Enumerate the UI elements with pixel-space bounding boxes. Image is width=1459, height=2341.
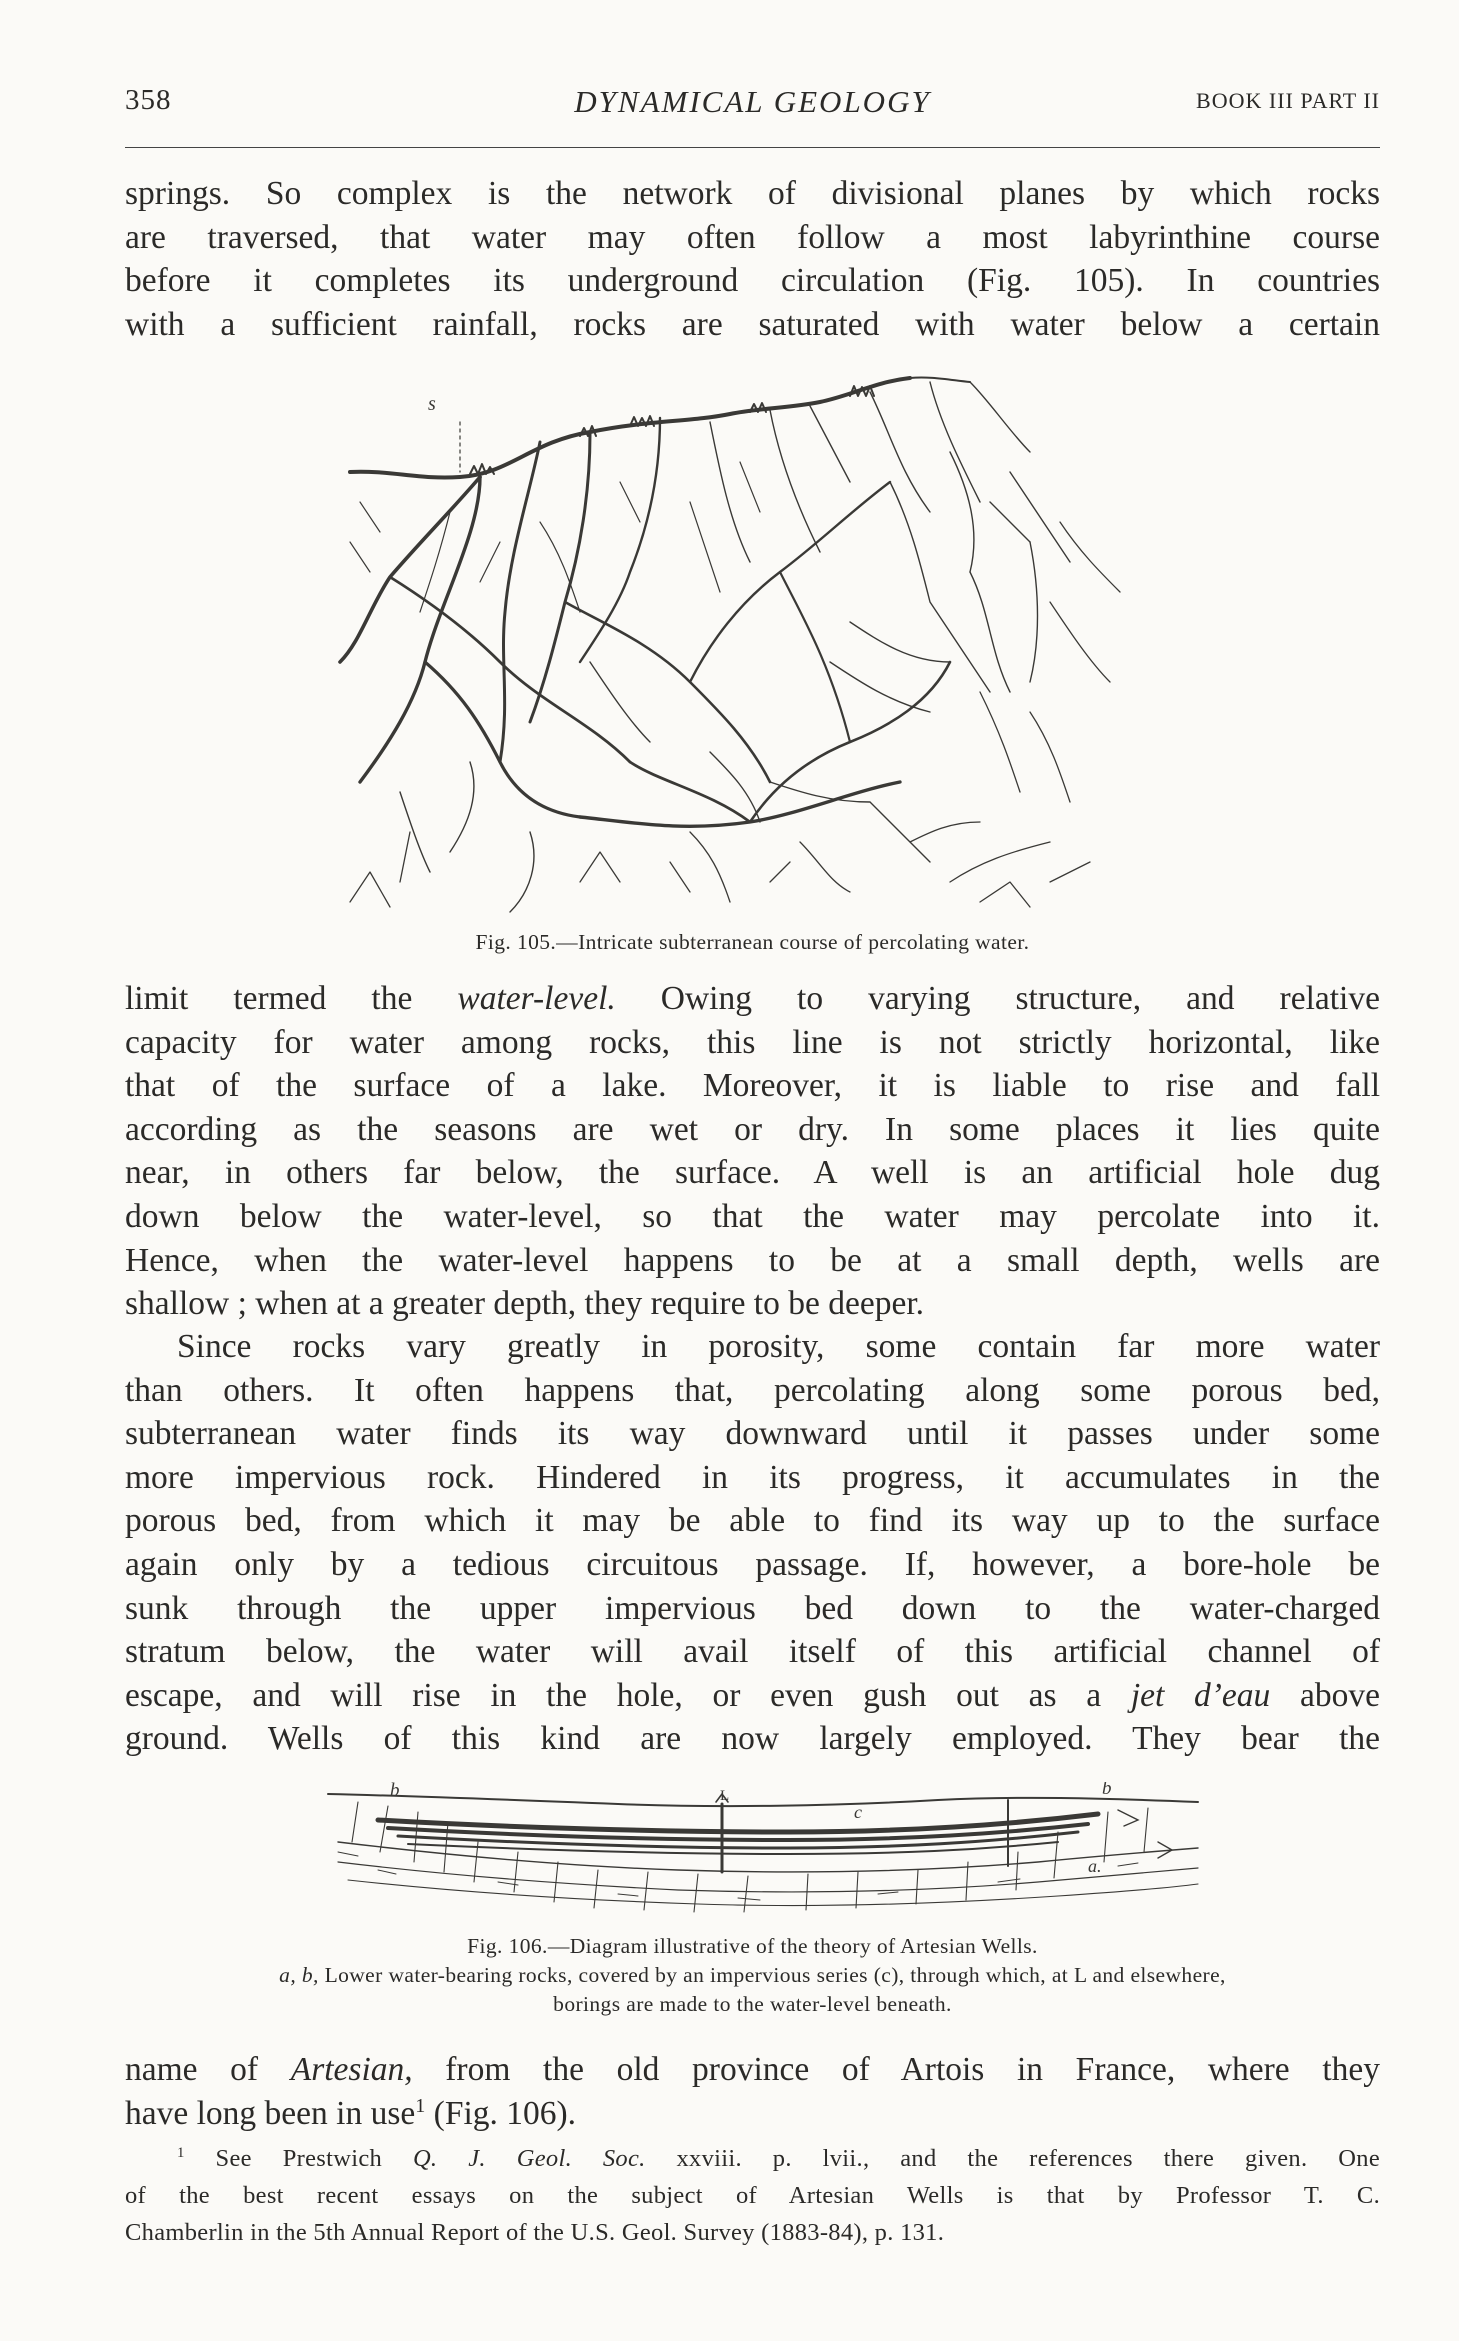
figure-105-percolating-water — [330, 362, 1150, 922]
fig106-label-c: c — [854, 1802, 862, 1822]
fig105-illustration — [330, 362, 1150, 922]
text-line: more impervious rock. Hindered in its progress, it accumulates in the — [125, 1458, 1380, 1496]
book-part-label: BOOK III PART II — [1196, 88, 1380, 113]
figure-106-artesian-wells — [318, 1782, 1208, 1922]
text-line: again only by a tedious circuitous passage. If, however, a bore-hole be — [125, 1545, 1380, 1583]
footnote-line: of the best recent essays on the subject of Artesian Wells is that by Professor T. C. — [125, 2182, 1380, 2209]
text-line: subterranean water finds its way downward until it passes under some — [125, 1415, 1380, 1453]
text-line: than others. It often happens that, percolating along some porous bed, — [125, 1371, 1380, 1409]
text-line: are traversed, that water may often follow a most labyrinthine course — [125, 218, 1380, 256]
footnote-line: $^1$ See Prestwich Q. J. Geol. Soc. xxviii. p. lvii., and the references there given. One — [177, 2144, 1380, 2172]
page-header — [125, 84, 1380, 134]
text-line: limit termed the water-level. Owing to varying structure, and relative — [125, 980, 1380, 1017]
text-line: stratum below, the water will avail itself of this artificial channel of — [125, 1633, 1380, 1671]
text-line: sunk through the upper impervious bed down to the water-charged — [125, 1589, 1380, 1627]
text-line: Since rocks vary greatly in porosity, some contain far more water — [177, 1328, 1380, 1365]
journal-title: Q. J. Geol. Soc. — [412, 2145, 646, 2172]
footnote-reference: 1 — [415, 2094, 426, 2117]
fig106-label-b-left: b — [390, 1782, 400, 1801]
text-line: porous bed, from which it may be able to find its way up to the surface — [125, 1502, 1380, 1540]
header-rule — [125, 147, 1380, 148]
running-title: DYNAMICAL GEOLOGY — [574, 84, 931, 119]
fig106-caption-line3: borings are made to the water-level beneath. — [553, 1992, 952, 2016]
fig106-label-a: a. — [1088, 1856, 1102, 1876]
text-line: shallow ; when at a greater depth, they require to be deeper. — [125, 1285, 925, 1323]
footnote — [125, 2140, 1380, 2251]
text-line: escape, and will rise in the hole, or even gush out as a jet d’eau above — [125, 1676, 1380, 1714]
text-line: name of Artesian, from the old province of Artois in France, where they — [125, 2051, 1380, 2088]
term-water-level: water-level. — [457, 980, 616, 1017]
footnote-marker: 1 — [177, 2144, 185, 2161]
fig106-caption-title: Fig. 106.—Diagram illustrative of the theory of Artesian Wells. — [467, 1934, 1038, 1958]
term-artesian: Artesian, — [290, 2051, 413, 2088]
term-jet-deau: jet d’eau — [1130, 1676, 1271, 1714]
footnote-line: Chamberlin in the 5th Annual Report of the U.S. Geol. Survey (1883-84), p. 131. — [125, 2219, 945, 2246]
text-line: springs. So complex is the network of divisional planes by which rocks — [125, 175, 1380, 212]
text-line: before it completes its underground circulation (Fig. 105). In countries — [125, 262, 1380, 300]
paragraph-springs — [125, 172, 1380, 346]
text-line: have long been in use$^1$ (Fig. 106). — [125, 2094, 577, 2132]
fig106-illustration — [318, 1782, 1208, 1922]
text-line: Hence, when the water-level happens to be at a small depth, wells are — [125, 1241, 1380, 1279]
text-line: ground. Wells of this kind are now largely employed. They bear the — [125, 1720, 1380, 1758]
text-line: down below the water-level, so that the water may percolate into it. — [125, 1197, 1380, 1235]
fig106-label-b-right: b — [1102, 1782, 1112, 1799]
text-line: near, in others far below, the surface. A well is an artificial hole dug — [125, 1154, 1380, 1192]
fig106-caption-line2: a, b, Lower water-bearing rocks, covered by an impervious series (c), through which, at L and elsewhere, — [279, 1963, 1226, 1987]
paragraph-porosity — [125, 1325, 1380, 1761]
text-line: according as the seasons are wet or dry. In some places it lies quite — [125, 1110, 1380, 1148]
fig106-caption — [125, 1932, 1380, 2019]
fig106-label-L: L — [720, 1788, 730, 1804]
paragraph-water-level — [125, 977, 1380, 1326]
fig105-label-s: s — [428, 393, 436, 415]
text-line: with a sufficient rainfall, rocks are saturated with water below a certain — [125, 305, 1380, 343]
text-line: that of the surface of a lake. Moreover, it is liable to rise and fall — [125, 1067, 1380, 1105]
text-line: capacity for water among rocks, this line is not strictly horizontal, like — [125, 1023, 1380, 1061]
fig105-caption: Fig. 105.—Intricate subterranean course of percolating water. — [475, 930, 1030, 954]
page-number: 358 — [125, 84, 172, 116]
paragraph-artesian — [125, 2048, 1380, 2135]
